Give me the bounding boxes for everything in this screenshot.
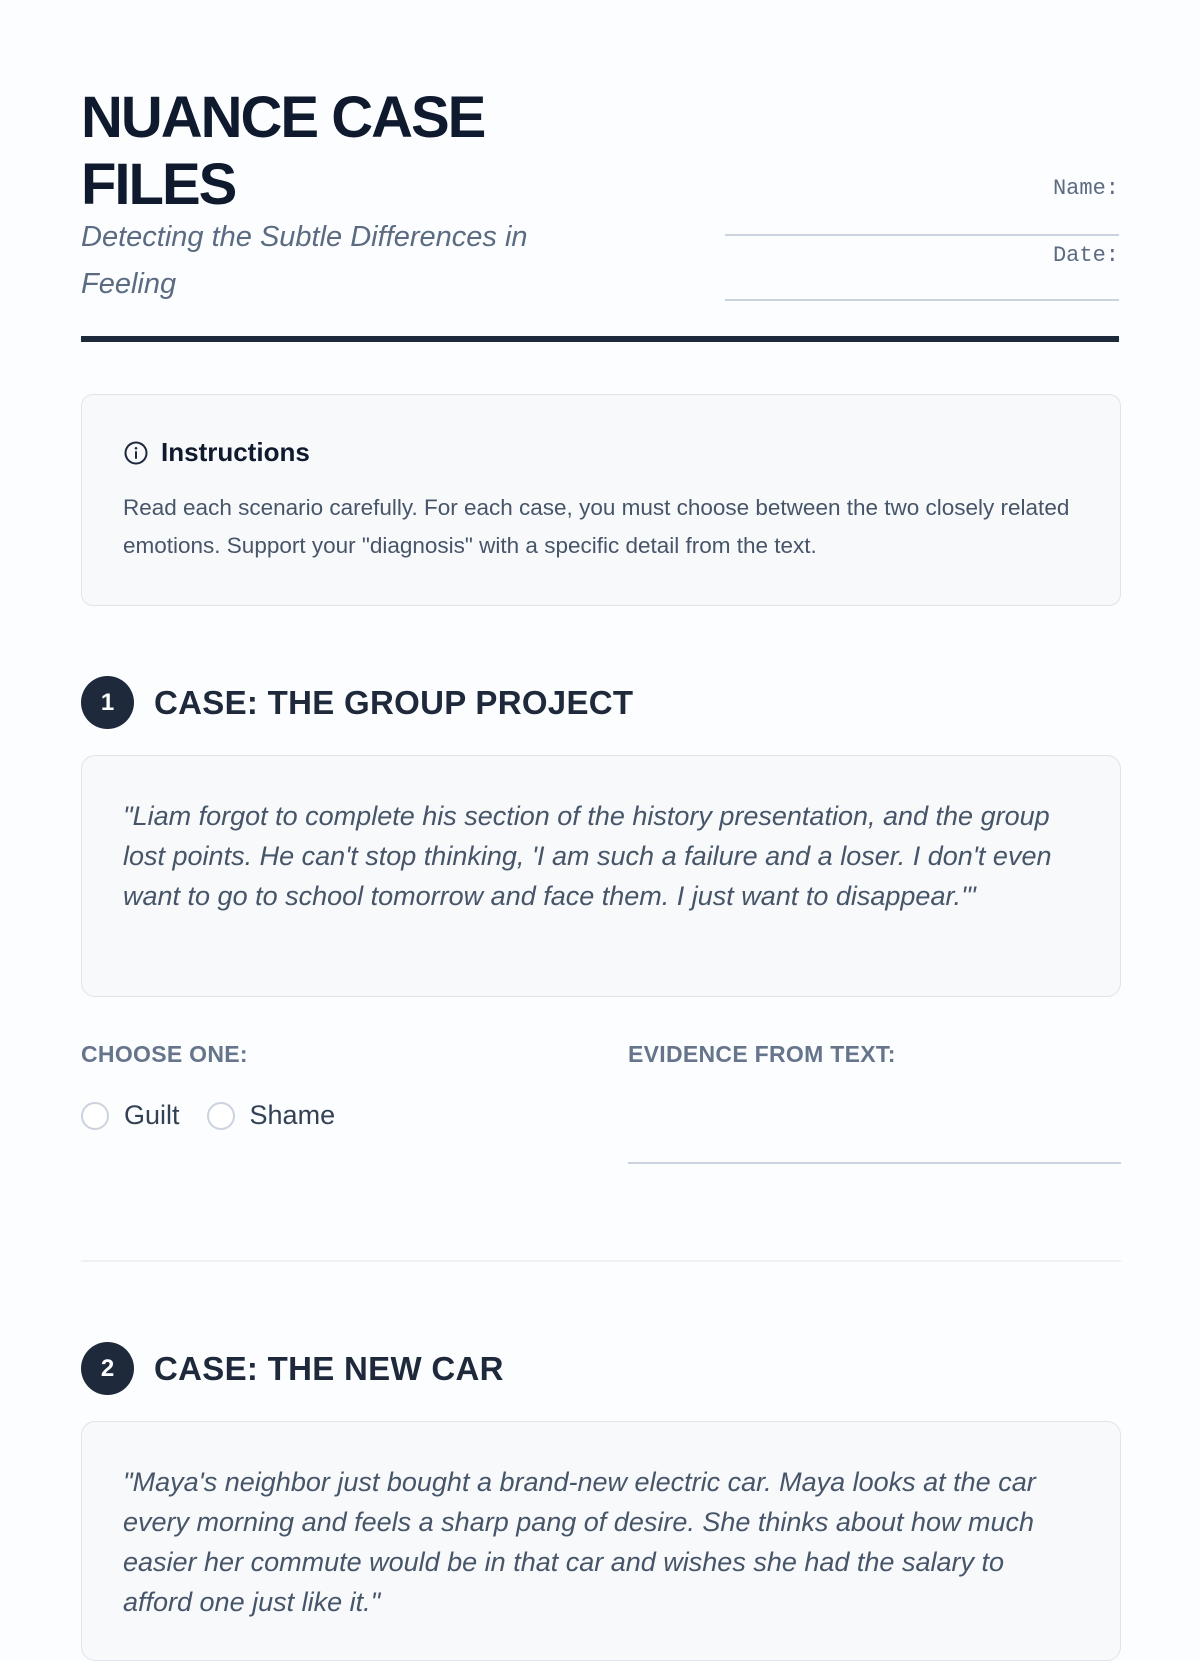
page-subtitle: Detecting the Subtle Differences in Feeling bbox=[81, 221, 528, 300]
name-label: Name: bbox=[1052, 176, 1119, 201]
case-number-badge: 2 bbox=[81, 1342, 134, 1395]
page-title: NUANCE CASE FILES bbox=[81, 85, 485, 217]
choice-shame[interactable] bbox=[207, 1100, 336, 1131]
worksheet-header bbox=[81, 0, 1119, 342]
instructions-box bbox=[81, 394, 1121, 606]
section-divider bbox=[81, 1260, 1121, 1262]
shame-radio[interactable] bbox=[207, 1102, 235, 1130]
info-icon bbox=[123, 440, 149, 466]
choose-one-label: CHOOSE ONE: bbox=[81, 1041, 248, 1067]
case-title: CASE: THE GROUP PROJECT bbox=[154, 683, 634, 721]
choice-label: Shame bbox=[249, 1100, 336, 1130]
case-1-choices bbox=[81, 1100, 362, 1131]
evidence-label: EVIDENCE FROM TEXT: bbox=[628, 1041, 896, 1067]
case-1-heading bbox=[81, 676, 633, 729]
name-field[interactable] bbox=[725, 176, 1119, 236]
guilt-radio[interactable] bbox=[81, 1102, 109, 1130]
instructions-text: Read each scenario carefully. For each case, you must choose between the two closely related emotions. Support your "diagnosis" with a specific detail from the text. bbox=[123, 495, 1070, 558]
date-label: Date: bbox=[1052, 243, 1119, 268]
choice-guilt[interactable] bbox=[81, 1100, 180, 1131]
instructions-heading bbox=[123, 437, 310, 468]
date-field[interactable] bbox=[725, 243, 1119, 301]
case-title: CASE: THE NEW CAR bbox=[154, 1349, 504, 1387]
evidence-input-line[interactable] bbox=[628, 1162, 1121, 1164]
case-2-scenario: "Maya's neighbor just bought a brand-new electric car. Maya looks at the car every morning and feels a sharp pang of desire. She thinks about how much easier her commute would be in that car and wishes she had the salary to afford one just like it." bbox=[81, 1421, 1121, 1661]
instructions-title: Instructions bbox=[161, 437, 310, 467]
case-number-badge: 1 bbox=[81, 676, 134, 729]
case-2-heading bbox=[81, 1342, 504, 1395]
case-1-scenario: "Liam forgot to complete his section of the history presentation, and the group lost points. He can't stop thinking, 'I am such a failure and a loser. I don't even want to go to school tomorrow and face them. I just want to disappear.'" bbox=[81, 755, 1121, 997]
choice-label: Guilt bbox=[124, 1100, 180, 1130]
